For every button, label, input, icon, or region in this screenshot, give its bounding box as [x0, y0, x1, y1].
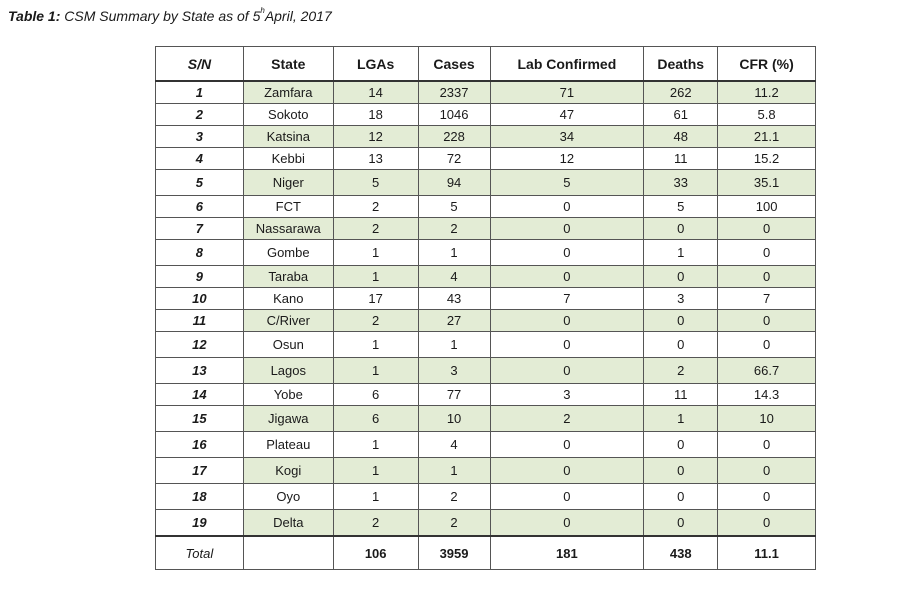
cell-cfr: 14.3 — [718, 384, 816, 406]
cell-cfr: 0 — [718, 510, 816, 537]
table-row — [156, 196, 816, 218]
cell-cases: 10 — [418, 406, 490, 432]
cell-cfr: 0 — [718, 332, 816, 358]
cell-cfr: 0 — [718, 484, 816, 510]
table-row — [156, 310, 816, 332]
table-row — [156, 332, 816, 358]
total-lgas: 106 — [333, 536, 418, 570]
table-row — [156, 510, 816, 537]
cell-lab-confirmed: 0 — [490, 310, 644, 332]
cell-sn: 10 — [156, 288, 244, 310]
cell-sn: 2 — [156, 104, 244, 126]
cell-lgas: 12 — [333, 126, 418, 148]
cell-state: C/River — [243, 310, 333, 332]
cell-state: Lagos — [243, 358, 333, 384]
table-row — [156, 484, 816, 510]
header-state: State — [243, 47, 333, 82]
cell-cases: 2 — [418, 218, 490, 240]
cell-deaths: 0 — [644, 458, 718, 484]
cell-lgas: 1 — [333, 432, 418, 458]
cell-lab-confirmed: 12 — [490, 148, 644, 170]
cell-sn: 3 — [156, 126, 244, 148]
cell-lgas: 6 — [333, 406, 418, 432]
cell-sn: 16 — [156, 432, 244, 458]
cell-sn: 18 — [156, 484, 244, 510]
cell-cfr: 100 — [718, 196, 816, 218]
cell-cfr: 7 — [718, 288, 816, 310]
cell-state: FCT — [243, 196, 333, 218]
cell-deaths: 33 — [644, 170, 718, 196]
cell-sn: 6 — [156, 196, 244, 218]
cell-lgas: 1 — [333, 332, 418, 358]
cell-lgas: 5 — [333, 170, 418, 196]
cell-state: Osun — [243, 332, 333, 358]
cell-lgas: 2 — [333, 310, 418, 332]
cell-deaths: 0 — [644, 484, 718, 510]
cell-sn: 1 — [156, 81, 244, 104]
cell-sn: 12 — [156, 332, 244, 358]
cell-lgas: 2 — [333, 510, 418, 537]
table-row — [156, 288, 816, 310]
cell-cfr: 0 — [718, 310, 816, 332]
cell-cases: 2 — [418, 510, 490, 537]
cell-lab-confirmed: 0 — [490, 196, 644, 218]
cell-deaths: 2 — [644, 358, 718, 384]
cell-sn: 13 — [156, 358, 244, 384]
cell-deaths: 11 — [644, 148, 718, 170]
cell-lgas: 18 — [333, 104, 418, 126]
cell-lgas: 1 — [333, 266, 418, 288]
header-lab-confirmed: Lab Confirmed — [490, 47, 644, 82]
cell-cases: 1 — [418, 458, 490, 484]
cell-sn: 4 — [156, 148, 244, 170]
cell-cfr: 0 — [718, 240, 816, 266]
cell-cases: 3 — [418, 358, 490, 384]
cell-deaths: 262 — [644, 81, 718, 104]
total-label: Total — [156, 536, 244, 570]
cell-sn: 19 — [156, 510, 244, 537]
cell-lab-confirmed: 0 — [490, 218, 644, 240]
cell-lgas: 13 — [333, 148, 418, 170]
cell-lgas: 1 — [333, 458, 418, 484]
header-cases: Cases — [418, 47, 490, 82]
cell-sn: 15 — [156, 406, 244, 432]
cell-lgas: 2 — [333, 218, 418, 240]
table-row — [156, 126, 816, 148]
caption-superscript: h — [260, 6, 265, 16]
header-lgas: LGAs — [333, 47, 418, 82]
cell-deaths: 1 — [644, 406, 718, 432]
cell-cases: 4 — [418, 432, 490, 458]
table-row — [156, 406, 816, 432]
cell-sn: 8 — [156, 240, 244, 266]
table-row — [156, 81, 816, 104]
cell-cases: 228 — [418, 126, 490, 148]
cell-cases: 94 — [418, 170, 490, 196]
cell-lgas: 14 — [333, 81, 418, 104]
total-state — [243, 536, 333, 570]
cell-cfr: 0 — [718, 218, 816, 240]
cell-deaths: 11 — [644, 384, 718, 406]
cell-lab-confirmed: 0 — [490, 358, 644, 384]
cell-lab-confirmed: 0 — [490, 266, 644, 288]
cell-lab-confirmed: 3 — [490, 384, 644, 406]
cell-lgas: 1 — [333, 358, 418, 384]
total-cfr: 11.1 — [718, 536, 816, 570]
table-row — [156, 358, 816, 384]
cell-sn: 9 — [156, 266, 244, 288]
cell-cases: 5 — [418, 196, 490, 218]
table-row — [156, 384, 816, 406]
table-row — [156, 148, 816, 170]
total-deaths: 438 — [644, 536, 718, 570]
cell-state: Nassarawa — [243, 218, 333, 240]
cell-cases: 1046 — [418, 104, 490, 126]
cell-lab-confirmed: 7 — [490, 288, 644, 310]
cell-cases: 77 — [418, 384, 490, 406]
table-row — [156, 458, 816, 484]
cell-cases: 1 — [418, 332, 490, 358]
cell-state: Kano — [243, 288, 333, 310]
total-row — [156, 536, 816, 570]
cell-cases: 1 — [418, 240, 490, 266]
total-lab-confirmed: 181 — [490, 536, 644, 570]
cell-state: Kogi — [243, 458, 333, 484]
cell-cases: 4 — [418, 266, 490, 288]
caption-label: Table 1: — [8, 8, 61, 24]
cell-state: Delta — [243, 510, 333, 537]
cell-state: Gombe — [243, 240, 333, 266]
cell-deaths: 0 — [644, 332, 718, 358]
cell-cfr: 35.1 — [718, 170, 816, 196]
cell-lab-confirmed: 0 — [490, 484, 644, 510]
cell-deaths: 1 — [644, 240, 718, 266]
cell-state: Jigawa — [243, 406, 333, 432]
table-caption — [8, 8, 332, 24]
total-cases: 3959 — [418, 536, 490, 570]
table-row — [156, 218, 816, 240]
cell-state: Kebbi — [243, 148, 333, 170]
cell-cases: 2337 — [418, 81, 490, 104]
cell-cfr: 5.8 — [718, 104, 816, 126]
cell-state: Taraba — [243, 266, 333, 288]
cell-cfr: 66.7 — [718, 358, 816, 384]
cell-lgas: 1 — [333, 240, 418, 266]
cell-cfr: 10 — [718, 406, 816, 432]
cell-deaths: 0 — [644, 218, 718, 240]
cell-deaths: 48 — [644, 126, 718, 148]
cell-cases: 72 — [418, 148, 490, 170]
cell-lgas: 17 — [333, 288, 418, 310]
header-row — [156, 47, 816, 82]
header-deaths: Deaths — [644, 47, 718, 82]
table-row — [156, 104, 816, 126]
cell-lab-confirmed: 34 — [490, 126, 644, 148]
cell-state: Katsina — [243, 126, 333, 148]
cell-deaths: 0 — [644, 310, 718, 332]
cell-cases: 43 — [418, 288, 490, 310]
cell-state: Sokoto — [243, 104, 333, 126]
cell-state: Oyo — [243, 484, 333, 510]
cell-lab-confirmed: 47 — [490, 104, 644, 126]
cell-lab-confirmed: 2 — [490, 406, 644, 432]
cell-lab-confirmed: 5 — [490, 170, 644, 196]
cell-sn: 7 — [156, 218, 244, 240]
table-row — [156, 170, 816, 196]
cell-cases: 27 — [418, 310, 490, 332]
cell-lgas: 1 — [333, 484, 418, 510]
header-sn: S/N — [156, 47, 244, 82]
cell-lgas: 2 — [333, 196, 418, 218]
cell-deaths: 5 — [644, 196, 718, 218]
table-row — [156, 432, 816, 458]
table-row — [156, 266, 816, 288]
caption-text: CSM Summary by State as of 5 — [64, 8, 261, 24]
cell-cfr: 21.1 — [718, 126, 816, 148]
cell-cases: 2 — [418, 484, 490, 510]
header-cfr: CFR (%) — [718, 47, 816, 82]
table-row — [156, 240, 816, 266]
cell-sn: 17 — [156, 458, 244, 484]
csm-summary-table — [155, 46, 816, 570]
cell-deaths: 61 — [644, 104, 718, 126]
cell-deaths: 0 — [644, 266, 718, 288]
cell-cfr: 0 — [718, 266, 816, 288]
cell-cfr: 0 — [718, 432, 816, 458]
cell-lab-confirmed: 0 — [490, 458, 644, 484]
cell-deaths: 0 — [644, 510, 718, 537]
cell-lab-confirmed: 71 — [490, 81, 644, 104]
cell-lab-confirmed: 0 — [490, 332, 644, 358]
cell-sn: 5 — [156, 170, 244, 196]
cell-lab-confirmed: 0 — [490, 240, 644, 266]
cell-lgas: 6 — [333, 384, 418, 406]
cell-cfr: 15.2 — [718, 148, 816, 170]
cell-cfr: 11.2 — [718, 81, 816, 104]
cell-cfr: 0 — [718, 458, 816, 484]
cell-state: Plateau — [243, 432, 333, 458]
cell-sn: 14 — [156, 384, 244, 406]
caption-tail: April, 2017 — [264, 8, 332, 24]
cell-lab-confirmed: 0 — [490, 510, 644, 537]
cell-deaths: 0 — [644, 432, 718, 458]
cell-sn: 11 — [156, 310, 244, 332]
cell-state: Niger — [243, 170, 333, 196]
cell-state: Yobe — [243, 384, 333, 406]
cell-lab-confirmed: 0 — [490, 432, 644, 458]
cell-deaths: 3 — [644, 288, 718, 310]
cell-state: Zamfara — [243, 81, 333, 104]
